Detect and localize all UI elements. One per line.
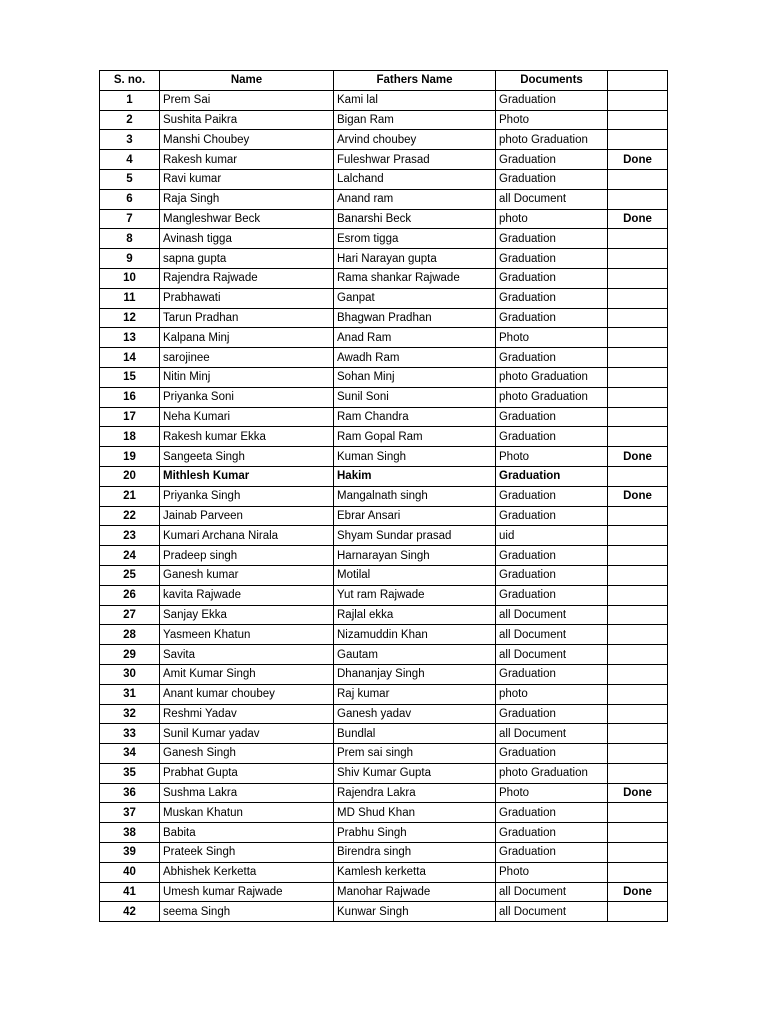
documents-cell: Graduation [496, 664, 608, 684]
documents-cell: Graduation [496, 585, 608, 605]
status-cell [608, 565, 668, 585]
name-cell: Kalpana Minj [160, 328, 334, 348]
name-cell: Mangleshwar Beck [160, 209, 334, 229]
documents-cell: Graduation [496, 229, 608, 249]
documents-cell: photo Graduation [496, 763, 608, 783]
name-cell: Priyanka Singh [160, 486, 334, 506]
sno-cell: 39 [100, 843, 160, 863]
table-row [100, 288, 668, 308]
status-cell [608, 763, 668, 783]
documents-cell: Photo [496, 328, 608, 348]
fathers-name-cell: Ram Gopal Ram [334, 427, 496, 447]
documents-cell: Graduation [496, 744, 608, 764]
status-cell [608, 664, 668, 684]
sno-cell: 5 [100, 169, 160, 189]
sno-cell: 41 [100, 882, 160, 902]
fathers-name-cell: Shiv Kumar Gupta [334, 763, 496, 783]
name-cell: Prateek Singh [160, 843, 334, 863]
fathers-name-cell: Hakim [334, 466, 496, 486]
fathers-name-cell: Banarshi Beck [334, 209, 496, 229]
documents-cell: Graduation [496, 466, 608, 486]
documents-cell: Photo [496, 447, 608, 467]
sno-cell: 13 [100, 328, 160, 348]
fathers-name-cell: Kuman Singh [334, 447, 496, 467]
table-row [100, 169, 668, 189]
fathers-name-cell: Ram Chandra [334, 407, 496, 427]
table-row [100, 605, 668, 625]
status-cell [608, 823, 668, 843]
fathers-name-cell: Esrom tigga [334, 229, 496, 249]
name-cell: sapna gupta [160, 249, 334, 269]
fathers-name-cell: Kami lal [334, 90, 496, 110]
sno-cell: 16 [100, 387, 160, 407]
name-cell: sarojinee [160, 348, 334, 368]
status-cell [608, 466, 668, 486]
status-cell: Done [608, 447, 668, 467]
sno-cell: 14 [100, 348, 160, 368]
sno-cell: 9 [100, 249, 160, 269]
status-cell [608, 90, 668, 110]
table-row [100, 90, 668, 110]
header-name: Name [160, 71, 334, 91]
status-cell [608, 427, 668, 447]
table-row [100, 407, 668, 427]
fathers-name-cell: Manohar Rajwade [334, 882, 496, 902]
name-cell: Priyanka Soni [160, 387, 334, 407]
sno-cell: 17 [100, 407, 160, 427]
table-row [100, 546, 668, 566]
sno-cell: 12 [100, 308, 160, 328]
name-cell: Ganesh Singh [160, 744, 334, 764]
fathers-name-cell: Anad Ram [334, 328, 496, 348]
status-cell [608, 169, 668, 189]
documents-cell: Photo [496, 783, 608, 803]
table-header-row [100, 71, 668, 91]
fathers-name-cell: Ganesh yadav [334, 704, 496, 724]
documents-cell: all Document [496, 189, 608, 209]
documents-cell: Graduation [496, 169, 608, 189]
status-cell [608, 189, 668, 209]
sno-cell: 15 [100, 367, 160, 387]
table-row [100, 367, 668, 387]
fathers-name-cell: Kunwar Singh [334, 902, 496, 922]
documents-cell: all Document [496, 724, 608, 744]
name-cell: Sangeeta Singh [160, 447, 334, 467]
status-cell [608, 803, 668, 823]
name-cell: Abhishek Kerketta [160, 862, 334, 882]
name-cell: Rakesh kumar [160, 150, 334, 170]
documents-cell: all Document [496, 902, 608, 922]
table-row [100, 387, 668, 407]
name-cell: Savita [160, 645, 334, 665]
table-body [100, 90, 668, 921]
sno-cell: 7 [100, 209, 160, 229]
sno-cell: 35 [100, 763, 160, 783]
name-cell: Tarun Pradhan [160, 308, 334, 328]
sno-cell: 25 [100, 565, 160, 585]
fathers-name-cell: Lalchand [334, 169, 496, 189]
name-cell: Jainab Parveen [160, 506, 334, 526]
documents-cell: photo Graduation [496, 367, 608, 387]
fathers-name-cell: Prem sai singh [334, 744, 496, 764]
name-cell: Sushita Paikra [160, 110, 334, 130]
name-cell: Nitin Minj [160, 367, 334, 387]
sno-cell: 31 [100, 684, 160, 704]
fathers-name-cell: Harnarayan Singh [334, 546, 496, 566]
status-cell [608, 506, 668, 526]
header-documents: Documents [496, 71, 608, 91]
name-cell: Muskan Khatun [160, 803, 334, 823]
documents-cell: Graduation [496, 704, 608, 724]
sno-cell: 42 [100, 902, 160, 922]
fathers-name-cell: Rajendra Lakra [334, 783, 496, 803]
table-row [100, 843, 668, 863]
status-cell [608, 229, 668, 249]
status-cell [608, 704, 668, 724]
documents-cell: photo Graduation [496, 387, 608, 407]
status-cell [608, 902, 668, 922]
status-cell [608, 546, 668, 566]
name-cell: kavita Rajwade [160, 585, 334, 605]
fathers-name-cell: Fuleshwar Prasad [334, 150, 496, 170]
status-cell [608, 348, 668, 368]
table-row [100, 348, 668, 368]
sno-cell: 8 [100, 229, 160, 249]
fathers-name-cell: Bigan Ram [334, 110, 496, 130]
name-cell: Raja Singh [160, 189, 334, 209]
sno-cell: 37 [100, 803, 160, 823]
table-row [100, 724, 668, 744]
sno-cell: 23 [100, 526, 160, 546]
name-cell: Ravi kumar [160, 169, 334, 189]
name-cell: Sanjay Ekka [160, 605, 334, 625]
status-cell [608, 526, 668, 546]
name-cell: Ganesh kumar [160, 565, 334, 585]
status-cell [608, 130, 668, 150]
table-row [100, 110, 668, 130]
sno-cell: 24 [100, 546, 160, 566]
documents-cell: Graduation [496, 506, 608, 526]
name-cell: Sunil Kumar yadav [160, 724, 334, 744]
fathers-name-cell: Shyam Sundar prasad [334, 526, 496, 546]
fathers-name-cell: Sohan Minj [334, 367, 496, 387]
table-row [100, 862, 668, 882]
name-cell: Sushma Lakra [160, 783, 334, 803]
documents-cell: all Document [496, 625, 608, 645]
sno-cell: 40 [100, 862, 160, 882]
status-cell: Done [608, 486, 668, 506]
name-cell: Rajendra Rajwade [160, 268, 334, 288]
sno-cell: 30 [100, 664, 160, 684]
table-row [100, 427, 668, 447]
documents-cell: photo Graduation [496, 130, 608, 150]
documents-cell: Graduation [496, 803, 608, 823]
fathers-name-cell: Prabhu Singh [334, 823, 496, 843]
table-row [100, 249, 668, 269]
table-row [100, 150, 668, 170]
status-cell [608, 110, 668, 130]
table-row [100, 625, 668, 645]
fathers-name-cell: Birendra singh [334, 843, 496, 863]
fathers-name-cell: Anand ram [334, 189, 496, 209]
documents-cell: uid [496, 526, 608, 546]
name-cell: Yasmeen Khatun [160, 625, 334, 645]
status-cell [608, 268, 668, 288]
status-cell [608, 288, 668, 308]
name-cell: Prem Sai [160, 90, 334, 110]
documents-cell: Graduation [496, 288, 608, 308]
documents-cell: all Document [496, 605, 608, 625]
table-row [100, 704, 668, 724]
table-row [100, 209, 668, 229]
fathers-name-cell: Sunil Soni [334, 387, 496, 407]
sno-cell: 27 [100, 605, 160, 625]
status-cell: Done [608, 150, 668, 170]
status-cell [608, 724, 668, 744]
sno-cell: 26 [100, 585, 160, 605]
documents-cell: Graduation [496, 427, 608, 447]
name-cell: Mithlesh Kumar [160, 466, 334, 486]
sno-cell: 11 [100, 288, 160, 308]
fathers-name-cell: Hari Narayan gupta [334, 249, 496, 269]
status-cell [608, 585, 668, 605]
documents-cell: Graduation [496, 486, 608, 506]
documents-cell: Graduation [496, 565, 608, 585]
table-row [100, 328, 668, 348]
header-sno: S. no. [100, 71, 160, 91]
table-row [100, 130, 668, 150]
status-cell [608, 645, 668, 665]
status-cell: Done [608, 783, 668, 803]
status-cell [608, 625, 668, 645]
sno-cell: 22 [100, 506, 160, 526]
table-row [100, 783, 668, 803]
table-row [100, 486, 668, 506]
sno-cell: 4 [100, 150, 160, 170]
status-cell [608, 684, 668, 704]
documents-cell: Graduation [496, 308, 608, 328]
documents-cell: all Document [496, 882, 608, 902]
sno-cell: 19 [100, 447, 160, 467]
sno-cell: 10 [100, 268, 160, 288]
documents-cell: Graduation [496, 90, 608, 110]
sno-cell: 21 [100, 486, 160, 506]
documents-cell: all Document [496, 645, 608, 665]
document-table [99, 70, 668, 922]
name-cell: Amit Kumar Singh [160, 664, 334, 684]
name-cell: Umesh kumar Rajwade [160, 882, 334, 902]
table-row [100, 447, 668, 467]
table-row [100, 506, 668, 526]
fathers-name-cell: Mangalnath singh [334, 486, 496, 506]
table-row [100, 189, 668, 209]
name-cell: Rakesh kumar Ekka [160, 427, 334, 447]
documents-cell: Graduation [496, 843, 608, 863]
name-cell: Reshmi Yadav [160, 704, 334, 724]
name-cell: seema Singh [160, 902, 334, 922]
fathers-name-cell: MD Shud Khan [334, 803, 496, 823]
sno-cell: 6 [100, 189, 160, 209]
sno-cell: 18 [100, 427, 160, 447]
sno-cell: 28 [100, 625, 160, 645]
sno-cell: 3 [100, 130, 160, 150]
sno-cell: 20 [100, 466, 160, 486]
table-row [100, 803, 668, 823]
fathers-name-cell: Ganpat [334, 288, 496, 308]
sno-cell: 36 [100, 783, 160, 803]
sno-cell: 2 [100, 110, 160, 130]
documents-cell: Graduation [496, 150, 608, 170]
status-cell [608, 328, 668, 348]
fathers-name-cell: Yut ram Rajwade [334, 585, 496, 605]
sno-cell: 1 [100, 90, 160, 110]
sno-cell: 38 [100, 823, 160, 843]
status-cell [608, 249, 668, 269]
status-cell [608, 308, 668, 328]
table-row [100, 565, 668, 585]
fathers-name-cell: Motilal [334, 565, 496, 585]
fathers-name-cell: Gautam [334, 645, 496, 665]
sno-cell: 32 [100, 704, 160, 724]
fathers-name-cell: Ebrar Ansari [334, 506, 496, 526]
documents-cell: Graduation [496, 348, 608, 368]
table-row [100, 664, 668, 684]
sno-cell: 34 [100, 744, 160, 764]
table-row [100, 763, 668, 783]
table-row [100, 268, 668, 288]
fathers-name-cell: Nizamuddin Khan [334, 625, 496, 645]
fathers-name-cell: Bundlal [334, 724, 496, 744]
table-row [100, 229, 668, 249]
fathers-name-cell: Awadh Ram [334, 348, 496, 368]
name-cell: Anant kumar choubey [160, 684, 334, 704]
table-row [100, 308, 668, 328]
sno-cell: 33 [100, 724, 160, 744]
table-row [100, 882, 668, 902]
fathers-name-cell: Dhananjay Singh [334, 664, 496, 684]
table-row [100, 744, 668, 764]
documents-cell: photo [496, 209, 608, 229]
name-cell: Babita [160, 823, 334, 843]
status-cell: Done [608, 882, 668, 902]
documents-cell: Photo [496, 110, 608, 130]
name-cell: Avinash tigga [160, 229, 334, 249]
name-cell: Kumari Archana Nirala [160, 526, 334, 546]
name-cell: Prabhat Gupta [160, 763, 334, 783]
documents-cell: Graduation [496, 249, 608, 269]
table-row [100, 645, 668, 665]
status-cell [608, 605, 668, 625]
table-row [100, 526, 668, 546]
documents-cell: Photo [496, 862, 608, 882]
table-row [100, 823, 668, 843]
status-cell [608, 744, 668, 764]
name-cell: Prabhawati [160, 288, 334, 308]
documents-cell: Graduation [496, 268, 608, 288]
fathers-name-cell: Kamlesh kerketta [334, 862, 496, 882]
status-cell [608, 843, 668, 863]
status-cell [608, 367, 668, 387]
table-row [100, 684, 668, 704]
header-status [608, 71, 668, 91]
fathers-name-cell: Rama shankar Rajwade [334, 268, 496, 288]
header-fathers-name: Fathers Name [334, 71, 496, 91]
name-cell: Manshi Choubey [160, 130, 334, 150]
table-row [100, 585, 668, 605]
documents-cell: Graduation [496, 546, 608, 566]
table-row [100, 466, 668, 486]
name-cell: Neha Kumari [160, 407, 334, 427]
status-cell [608, 407, 668, 427]
name-cell: Pradeep singh [160, 546, 334, 566]
documents-cell: Graduation [496, 407, 608, 427]
fathers-name-cell: Bhagwan Pradhan [334, 308, 496, 328]
documents-cell: photo [496, 684, 608, 704]
status-cell [608, 387, 668, 407]
fathers-name-cell: Rajlal ekka [334, 605, 496, 625]
status-cell: Done [608, 209, 668, 229]
status-cell [608, 862, 668, 882]
sno-cell: 29 [100, 645, 160, 665]
fathers-name-cell: Raj kumar [334, 684, 496, 704]
table-row [100, 902, 668, 922]
fathers-name-cell: Arvind choubey [334, 130, 496, 150]
documents-cell: Graduation [496, 823, 608, 843]
